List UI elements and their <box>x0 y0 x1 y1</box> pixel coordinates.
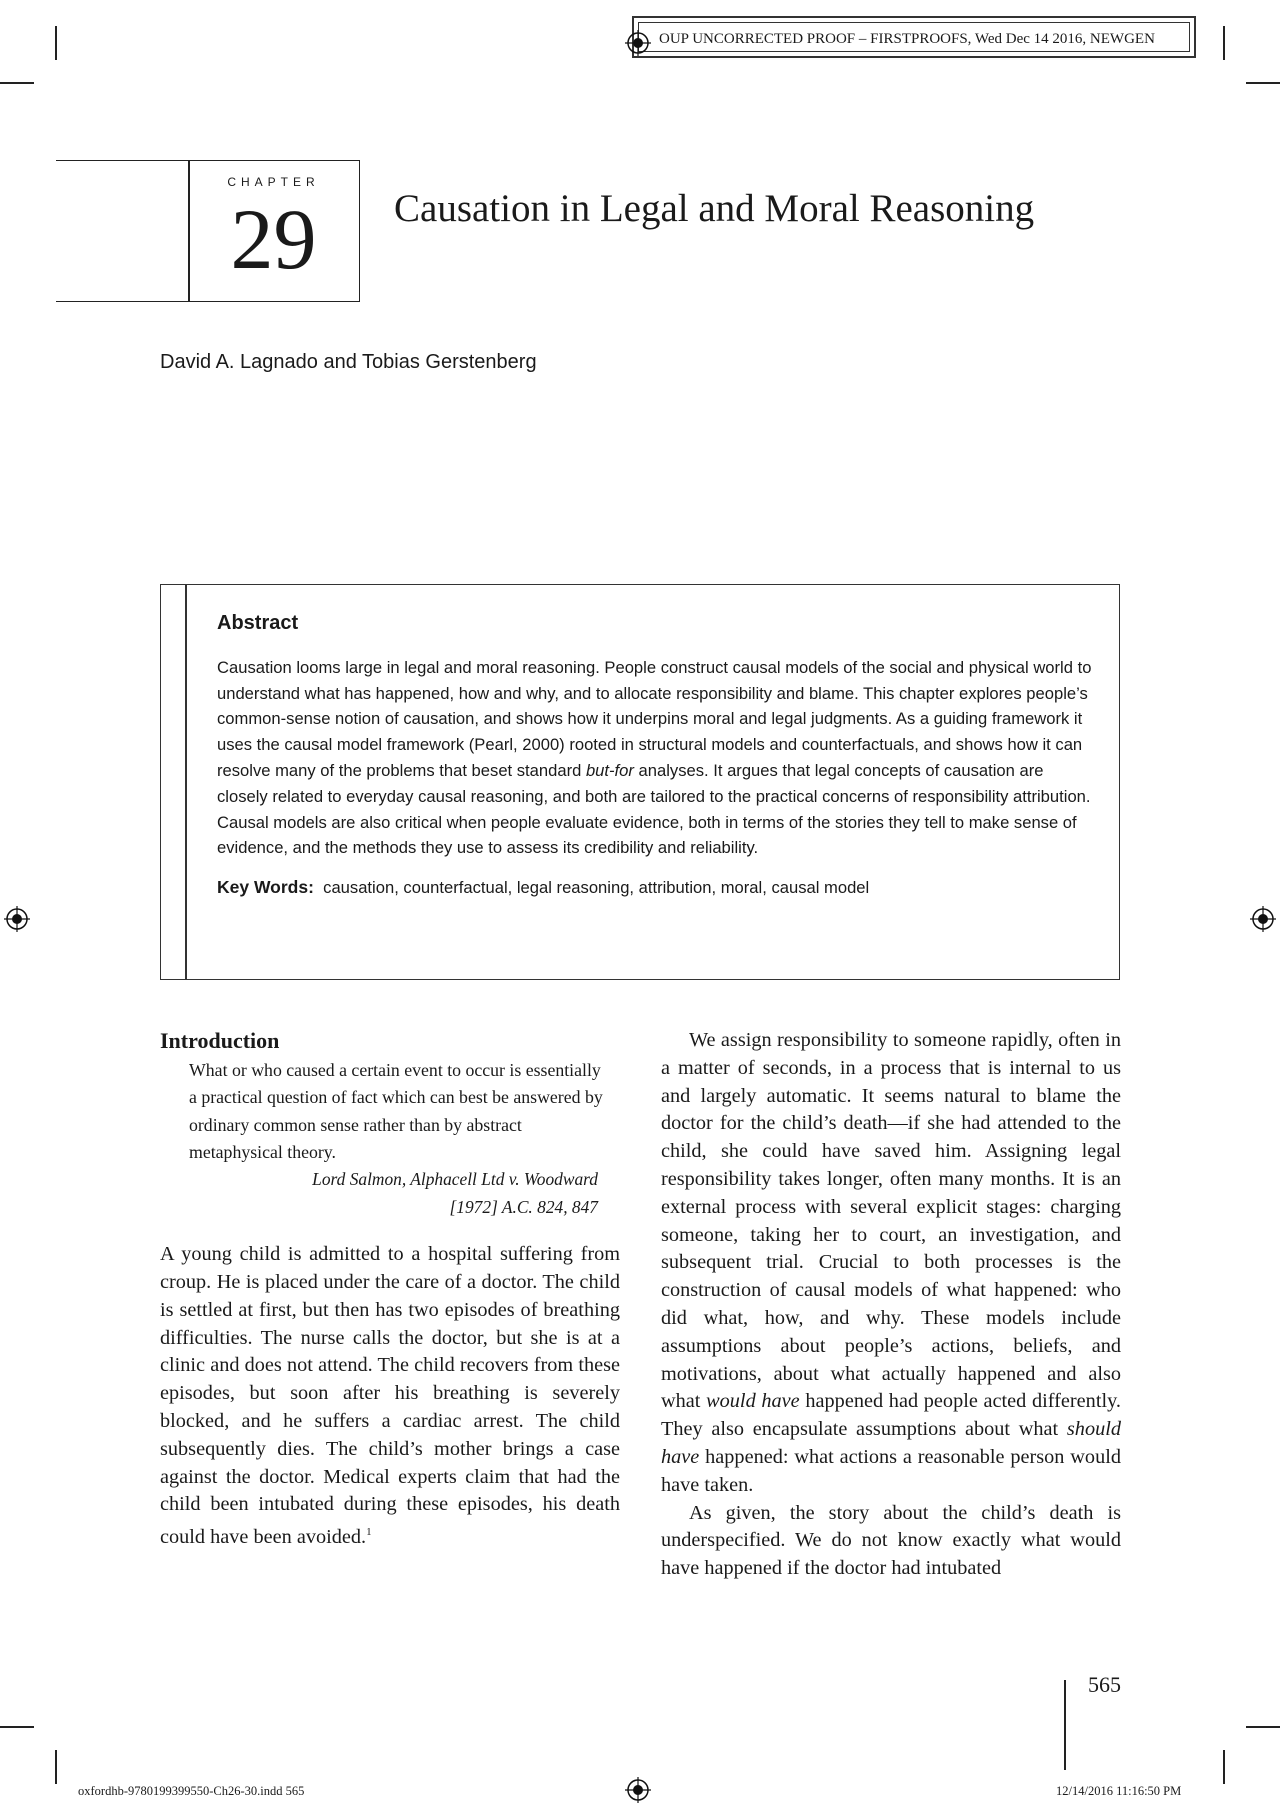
body-paragraph <box>160 1241 620 1552</box>
crop-mark <box>1223 1750 1225 1784</box>
registration-mark-icon <box>625 30 651 56</box>
footnote-ref[interactable]: 1 <box>366 1526 372 1539</box>
proof-stamp-text: OUP UNCORRECTED PROOF – FIRSTPROOFS, Wed Dec 14 2016, NEWGEN <box>638 22 1190 52</box>
crop-mark <box>1246 82 1280 84</box>
crop-mark <box>0 82 34 84</box>
registration-mark-icon <box>625 1777 651 1803</box>
abstract-rule <box>185 585 187 979</box>
chapter-title: Causation in Legal and Moral Reasoning <box>394 187 1035 230</box>
body-paragraph-text: A young child is admitted to a hospital suffering from croup. He is placed under the care of a doctor. The child is settled at first, but then has two episodes of breathing difficulties. The nurse calls the doctor, but she is at a clinic and does not attend. The child recovers from these episodes, but soon after his breathing is severely blocked, and he suffers a cardiac arrest. The child subsequently dies. The child’s mother brings a case against the doctor. Medical experts claim that had the child been intubated during these episodes, his death could have been avoided. <box>160 1243 620 1548</box>
epigraph: What or who caused a certain event to occur is essentially a practical question of fact which can best be answered by ordinary common sense rather than by abstract metaphysical theory. <box>189 1059 603 1163</box>
crop-mark <box>55 1750 57 1784</box>
registration-mark-icon <box>1250 906 1276 932</box>
abstract-text <box>217 655 1097 861</box>
section-heading: Introduction <box>160 1028 280 1053</box>
body-italic: should have <box>661 1418 1121 1468</box>
proof-stamp <box>632 16 1196 58</box>
epigraph-attribution-line2: [1972] A.C. 824, 847 <box>449 1196 598 1217</box>
right-column <box>661 1027 1121 1583</box>
body-paragraph-text: happened had people acted differently. They also encapsulate assumptions about what <box>661 1390 1121 1441</box>
keywords-list: causation, counterfactual, legal reasoning, attribution, moral, causal model <box>323 878 870 898</box>
authors: David A. Lagnado and Tobias Gerstenberg <box>160 351 537 373</box>
body-paragraph <box>661 1027 1121 1500</box>
chapter-box <box>56 160 360 302</box>
footer-timestamp: 12/14/2016 11:16:50 PM <box>1056 1784 1182 1798</box>
crop-mark <box>55 26 57 60</box>
keywords <box>217 875 1097 901</box>
abstract-box <box>160 584 1120 980</box>
abstract-text-part: Causation looms large in legal and moral reasoning. People construct causal models of the social and physical world to understand what has happened, how and why, and to allocate responsibility and blame. This chapter explores people’s common-sense notion of causation, and shows how it underpins moral and legal judgments. As a guiding framework it uses the causal model framework (Pearl, 2000) rooted in structural models and counterfactuals, and shows how it can resolve many of the problems that beset standard <box>217 657 1092 780</box>
crop-mark <box>1223 26 1225 60</box>
abstract-heading: Abstract <box>217 612 299 634</box>
abstract-content <box>217 611 1097 901</box>
registration-mark-icon <box>4 906 30 932</box>
page-number-rule <box>1064 1680 1066 1770</box>
footer-file-info: oxfordhb-9780199399550-Ch26-30.indd 565 <box>78 1784 305 1798</box>
chapter-label: CHAPTER <box>227 175 320 189</box>
page-number: 565 <box>1088 1672 1121 1697</box>
abstract-text-part: analyses. It argues that legal concepts of causation are closely related to everyday causal reasoning, and both are tailored to the practical concerns of responsibility attribution. Causal models are also critical when people evaluate evidence, both in terms of the stories they tell to make sense of evidence, and the methods they use to assess its credibility and reliability. <box>217 760 1091 858</box>
chapter-number: 29 <box>230 191 317 287</box>
keywords-label: Key Words: <box>217 877 314 898</box>
crop-mark <box>1246 1726 1280 1728</box>
body-paragraph-text: We assign responsibility to someone rapidly, often in a matter of seconds, in a process that is internal to us and largely automatic. It seems natural to blame the doctor for the child’s death—if she had attended to the child, she could have saved him. Assigning legal responsibility takes longer, often many months. It is an external process with several explicit stages: charging someone, taking her to court, an investigation, and subsequent trial. Crucial to both processes is the construction of causal models of what happened: who did what, how, and why. These models include assumptions about people’s actions, beliefs, and motivations, about what actually happened and also what <box>661 1029 1121 1413</box>
epigraph-attribution-line1: Lord Salmon, Alphacell Ltd v. Woodward <box>312 1169 598 1190</box>
body-paragraph-text: happened: what actions a reasonable person would have taken. <box>661 1445 1121 1496</box>
crop-mark <box>0 1726 34 1728</box>
body-italic: would have <box>706 1390 800 1413</box>
abstract-text-italic: but-for <box>585 760 634 780</box>
left-column <box>160 1027 620 1552</box>
body-paragraph: As given, the story about the child’s death is underspecified. We do not know exactly what would have happened if the doctor had intubated <box>661 1501 1121 1580</box>
